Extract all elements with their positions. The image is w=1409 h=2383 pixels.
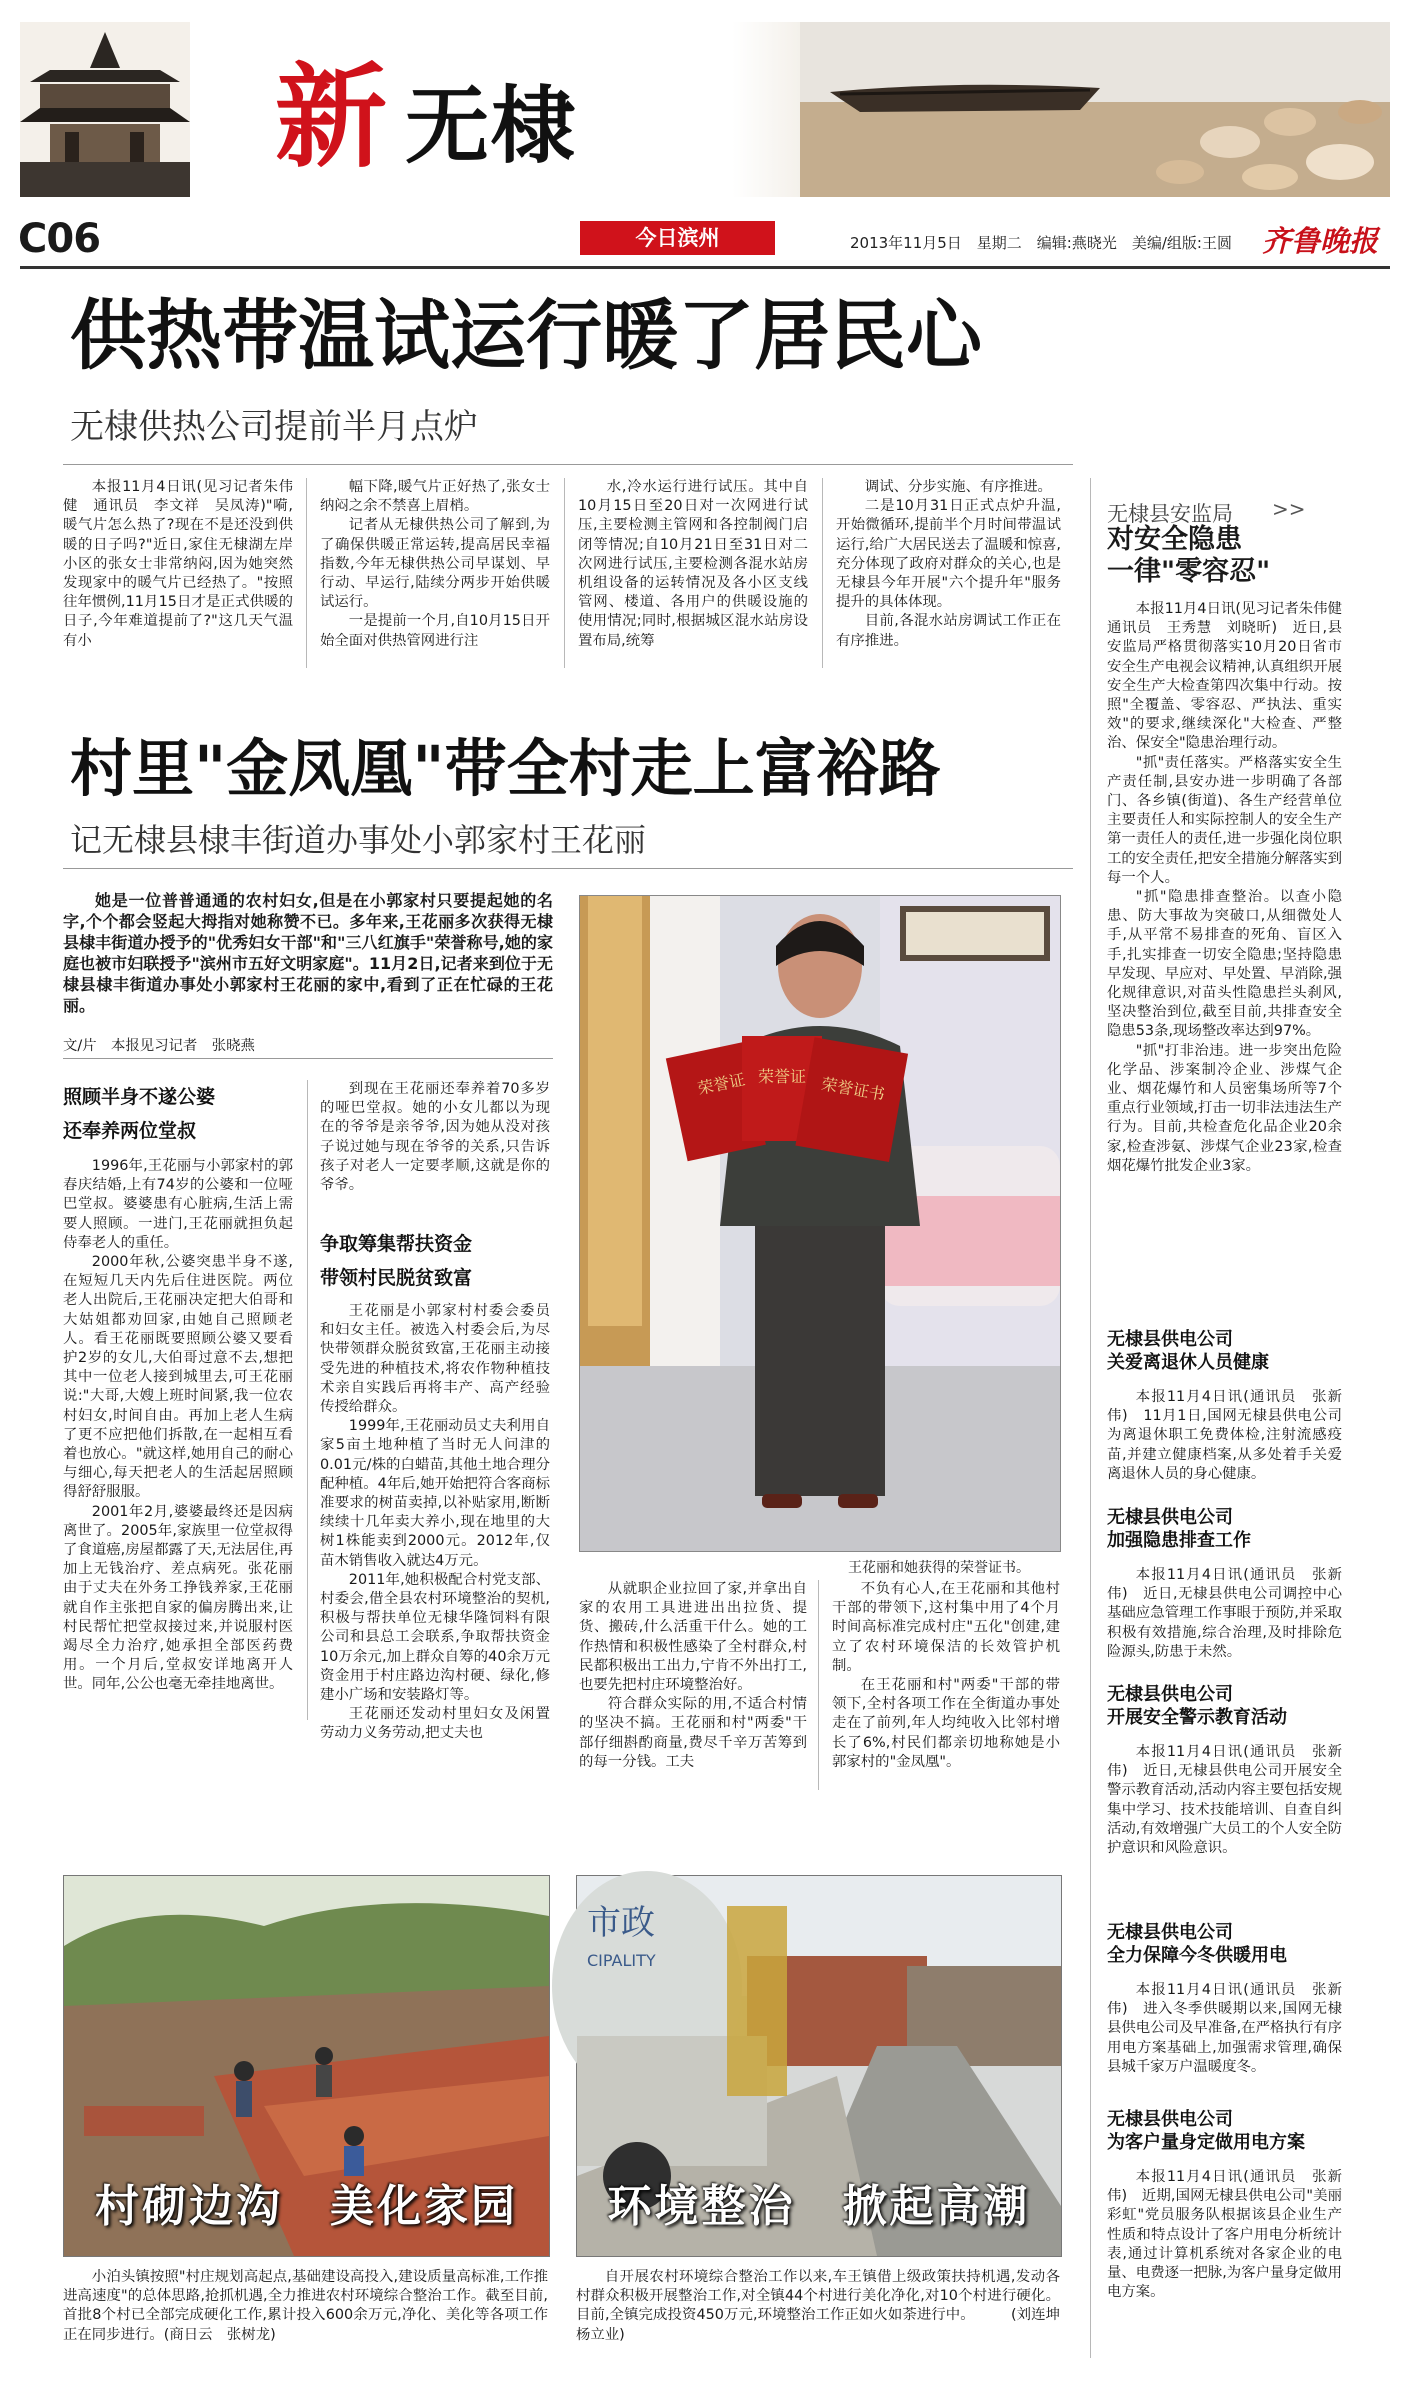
article1-col-2-text — [320, 478, 550, 651]
article2-subheadline: 记无棣县棣丰街道办事处小郭家村王花丽 — [70, 821, 647, 859]
article2-col-2b — [320, 1302, 550, 1742]
cert-1-label: 荣誉证 — [695, 1069, 747, 1099]
paragraph: 不负有心人,在王花丽和其他村干部的带领下,这村集中用了4个月时间高标准完成村庄"五化"创建,建立了农村环境保洁的长效管护机制。 — [832, 1581, 1060, 1674]
photo-ditch-construction — [63, 1875, 550, 2257]
article2-col-2b-text — [320, 1302, 550, 1744]
paragraph: 本报11月4日讯(见习记者朱伟健 通讯员 王秀慧 刘晓昕) 近日,县安监局严格贯彻落实10月20日省市安全生产电视会议精神,认真组织开展安全生产大检查第四次集中行动。按照"全覆盖、零容忍、严执法、重实效"的要求,继续深化"大检查、严整治、保安全"隐患治理行动。 — [1107, 601, 1357, 752]
paragraph: "抓"隐患排查整治。以查小隐患、防大事故为突破口,从细微处人手,从平常不易排查的死角、盲区入手,扎实排查一切安全隐患;坚持隐患早发现、早应对、早处置、早消除,强化规律意识,对苗头性隐患拦头刹风,坚决整治到位,截至目前,共排查安全隐患53条,现场整改率达到97%。 — [1107, 889, 1342, 1040]
article2-col-1 — [63, 1157, 293, 1717]
cert-3-label: 荣誉证书 — [819, 1074, 887, 1105]
article2-col-4-text — [832, 1580, 1060, 1772]
pagoda-illustration — [20, 22, 190, 197]
article2-subhead-2 — [320, 1230, 560, 1292]
paragraph: 符合群众实际的用,不适合村情的坚决不搞。王花丽和村"两委"干部仔细斟酌商量,费尽千辛万苦筹到的每一分钱。工夫 — [579, 1696, 807, 1770]
paragraph: 1999年,王花丽动员丈夫利用自家5亩土地种植了当时无人问津的0.01元/株的白蜡苗,其他土地合理分配种植。4年后,她开始把符合客商标准要求的树苗卖掉,以补贴家用,断断续续十几年卖大养小,现在地里的大树1株能卖到2000元。2012年,仅苗木销售收入就达4万元。 — [320, 1418, 550, 1569]
sidebar-brief-headline-line: 开展安全警示教育活动 — [1107, 1707, 1287, 1728]
sidebar-brief-headline-line: 关爱离退休人员健康 — [1107, 1352, 1269, 1373]
paragraph: 2001年2月,婆婆最终还是因病离世了。2005年,家族里一位堂叔得了食道癌,房屋都露了天,无法居住,再加上无钱治疗、差点病死。张花丽由于丈夫在外务工挣钱养家,王花丽就自作主张把自家的偏房腾出来,让村民帮忙把堂叔接过来,并说服村医竭尽全力治疗,她承担全部医药费用。一个月后,堂叔安详地离开人世。同年,公公也毫无牵挂地离世。 — [63, 1503, 293, 1693]
paragraph: 从就职企业拉回了家,并拿出自家的农用工具进进出出拉货、提货、搬砖,什么活重干什么。她的工作热情和积极性感染了全村群众,村民都积极出工出力,宁肯不外出打工,也要先把村庄环境整治好。 — [579, 1581, 807, 1694]
photo-right-caption — [576, 2268, 1075, 2345]
masthead-banner — [20, 22, 1390, 197]
paragraph: 1996年,王花丽与小郭家村的郭春庆结婚,上有74岁的公婆和一位哑巴堂叔。婆婆患有心脏病,生活上需要人照顾。一进门,王花丽就担负起侍奉老人的重任。 — [63, 1158, 293, 1251]
photo-road-paving — [576, 1875, 1062, 2257]
paragraph: "抓"打非治违。进一步突出危险化学品、涉案制冷企业、涉煤气企业、烟花爆竹和人员密集场所等7个重点行业领域,打击一切非法违法生产行为。目前,共检查危化品企业20余家,检查涉氨、涉煤气企业23家,检查烟花爆竹批发企业3家。 — [1107, 1042, 1342, 1174]
article2-col-2a-text: 到现在王花丽还奉养着70多岁的哑巴堂叔。她的小女儿都以为现在的爷爷是亲爷爷,因为她从没对孩子说过她与现在爷爷的关系,只告诉孩子对老人一定要孝顺,这就是你的爷爷。 — [320, 1081, 550, 1194]
section-badge: 今日滨州 — [580, 221, 775, 255]
paragraph: 本报11月4日讯(通讯员 张新伟) 近日,无棣县供电公司开展安全警示教育活动,活动内容主要包括安规集中学习、技术技能培训、自查自纠活动,有效增强广大员工的个人安全防护意识和风险意识。 — [1107, 1744, 1342, 1857]
sidebar-brief-headline-line: 无棣县供电公司 — [1107, 1329, 1233, 1350]
paragraph: "抓"责任落实。严格落实安全生产责任制,县安办进一步明确了各部门、各乡镇(街道)、各生产经营单位主要责任人和实际控制人的安全生产第一责任人的责任,进一步强化岗位职工的安全责任,把安全措施分解落实到每一个人。 — [1107, 754, 1342, 886]
cert-2-label: 荣誉证 — [758, 1067, 807, 1086]
article2-lead-text: 她是一位普普通通的农村妇女,但是在小郭家村只要提起她的名字,个个都会竖起大拇指对她称赞不已。多年来,王花丽多次获得无棣县棣丰街道办授予的"优秀妇女干部"和"三八红旗手"荣誉称号,她的家庭也被市妇联授予"滨州市五好文明家庭"。11月2日,记者来到位于无棣县棣丰街道办事处小郭家村王花丽的家中,看到了正在忙碌的王花丽。 — [63, 891, 553, 1015]
article2-col-1-text — [63, 1157, 293, 1695]
article2-col-2a — [320, 1080, 550, 1210]
paragraph: 本报11月4日讯(通讯员 张新伟) 11月1日,国网无棣县供电公司为离退休职工免费体检,注射流感疫苗,并建立健康档案,从多处着手关爱离退休人员的身心健康。 — [1107, 1389, 1342, 1482]
sidebar-brief-headline — [1107, 1328, 1342, 1374]
photo-left-title: 村砌边沟 美化家园 — [95, 2181, 518, 2232]
article1-col-3-text: 水,冷水运行进行试压。其中自10月15日至20日对一次网进行试压,主要检测主管网和各控制阀门启闭等情况;自10月21日至31日对二次网进行试压,主要检测各混水站房机组设备的运转情况及各小区支线管网、楼道、各用户的供暖设施的使用情况;同时,根据城区混水站房设置布局,统筹 — [578, 479, 808, 649]
sidebar-brief-text — [1107, 1981, 1342, 2077]
article1-headline: 供热带温试运行暖了居民心 — [70, 291, 982, 380]
article1-col-4-text — [836, 478, 1061, 651]
photo-left-caption — [63, 2268, 548, 2345]
sidebar-brief — [1107, 1506, 1342, 1662]
paragraph: 二是10月31日正式点炉升温,开始微循环,提前半个月时间带温试运行,给广大居民送去了温暖和惊喜,充分体现了政府对群众的关心,也是无棣县今年开展"六个提升年"服务提升的具体体现。 — [836, 498, 1062, 611]
sidebar-brief-headline-line: 无棣县供电公司 — [1107, 1922, 1233, 1943]
portrait-photo — [579, 895, 1061, 1552]
sidebar-brief-headline — [1107, 1921, 1342, 1967]
brand-title-red: 新 — [275, 52, 387, 183]
sidebar-main-text — [1107, 600, 1357, 1315]
sidebar-brief-headline-line: 无棣县供电公司 — [1107, 1507, 1233, 1528]
article2-col-4 — [832, 1580, 1060, 1790]
sidebar-divider — [1090, 478, 1091, 2358]
sidebar-main-body — [1107, 600, 1357, 1176]
paragraph: 调试、分步实施、有序推进。 — [864, 479, 1052, 495]
article1-col-3 — [578, 478, 808, 678]
sidebar-brief-headline — [1107, 2108, 1342, 2154]
column-divider — [307, 1080, 308, 1720]
newspaper-logo: 齐鲁晚报 — [1262, 224, 1379, 258]
article2-lead — [63, 890, 553, 1016]
paragraph: 幅下降,暖气片正好热了,张女士纳闷之余不禁喜上眉梢。 — [320, 479, 550, 515]
subhead-1-line-2: 还奉养两位堂叔 — [63, 1120, 197, 1142]
header-rule — [20, 266, 1390, 269]
sidebar-brief-headline — [1107, 1506, 1342, 1552]
paragraph: 王花丽还发动村里妇女及闲置劳动力义务劳动,把丈夫也 — [320, 1706, 550, 1742]
subhead-2-line-2: 带领村民脱贫致富 — [320, 1267, 473, 1289]
byline-rule — [63, 1058, 553, 1059]
sidebar-brief — [1107, 1921, 1342, 2077]
sidebar-brief-headline-line: 加强隐患排查工作 — [1107, 1530, 1251, 1551]
sidebar-kicker: 无棣县安监局 — [1107, 502, 1233, 526]
sidebar-brief-headline-line: 无棣县供电公司 — [1107, 1684, 1233, 1705]
article1-col-1 — [63, 478, 293, 678]
article1-col-4 — [836, 478, 1061, 678]
article1-subheadline: 无棣供热公司提前半月点炉 — [70, 407, 478, 447]
paragraph: 本报11月4日讯(通讯员 张新伟) 近期,国网无棣县供电公司"美丽彩虹"党员服务队根据该县企业生产性质和特点设计了客户用电分析统计表,通过计算机系统对各家企业的电量、电费逐一把脉,为客户量身定做用电方案。 — [1107, 2169, 1342, 2301]
paragraph: 本报11月4日讯(通讯员 张新伟) 进入冬季供暖期以来,国网无棣县供电公司及早准备,在严格执行有序用电方案基础上,加强需求管理,确保县城千家万户温暖度冬。 — [1107, 1982, 1342, 2075]
paragraph: 本报11月4日讯(通讯员 张新伟) 近日,无棣县供电公司调控中心基础应急管理工作事眼于预防,并采取积极有效措施,综合治理,及时排除危险源头,防患于未然。 — [1107, 1567, 1342, 1660]
column-divider — [822, 478, 823, 668]
article2-headline: 村里"金凤凰"带全村走上富裕路 — [70, 732, 941, 805]
photo-left-caption-text: 小泊头镇按照"村庄规划高起点,基础建设高投入,建设质量高标准,工作推进高速度"的总体思路,抢抓机遇,全力推进农村环境综合整治工作。截至目前,首批8个村已全部完成硬化工作,累计投入600余万元,净化、美化等各项工作正在同步进行。(商日云 张树龙) — [63, 2269, 548, 2343]
sidebar-brief — [1107, 1328, 1342, 1484]
article1-col-2 — [320, 478, 550, 678]
photo-right-caption-text: 自开展农村环境综合整治工作以来,车王镇借上级政策扶持机遇,发动各村群众积极开展整治工作,对全镇44个村进行美化净化,对10个村进行硬化。目前,全镇完成投资450万元,环境整治工作正如火如荼进行中。 (刘连坤 杨立业) — [576, 2269, 1075, 2343]
subhead-1-line-1: 照顾半身不遂公婆 — [63, 1086, 216, 1108]
paragraph: 在王花丽和村"两委"干部的带领下,全村各项工作在全街道办事处走在了前列,年人均纯收入比邻村增长了6%,村民们都亲切地称她是小郭家村的"金凤凰"。 — [832, 1677, 1060, 1770]
column-divider — [818, 1580, 819, 1790]
article2-col-3 — [579, 1580, 807, 1790]
portrait-caption: 王花丽和她获得的荣誉证书。 — [848, 1560, 1030, 1576]
sidebar-brief-headline-line: 为客户量身定做用电方案 — [1107, 2132, 1305, 2153]
subhead-2-line-1: 争取筹集帮扶资金 — [320, 1233, 473, 1255]
photo-right-title: 环境整治 掀起高潮 — [607, 2181, 1031, 2232]
paragraph: 一是提前一个月,自10月15日开始全面对供热管网进行注 — [320, 613, 550, 649]
beach-boat-illustration — [800, 22, 1390, 197]
article2-col-3-text — [579, 1580, 807, 1772]
sidebar-brief — [1107, 1683, 1342, 1858]
column-divider — [564, 478, 565, 668]
paragraph: 2000年秋,公婆突患半身不遂,在短短几天内先后住进医院。两位老人出院后,王花丽决定把大伯哥和大姑姐都劝回家,由她自己照顾老人。看王花丽既要照顾公婆又要看护2岁的女儿,大伯哥过意不去,想把其中一位老人接到城里去,可王花丽说:"大哥,大嫂上班时间紧,我一位农村妇女,时间自由。再加上老人生病了更不应把他们拆散,在一起相互看着也放心。"就这样,她用自己的耐心与细心,每天把老人的生活起居照顾得舒舒服服。 — [63, 1254, 293, 1501]
sidebar-title — [1107, 524, 1270, 588]
truck-logo-text: 市政 — [587, 1903, 655, 1943]
article2-rule — [63, 868, 1073, 869]
paragraph: 王花丽是小郭家村村委会委员和妇女主任。被选入村委会后,为尽快带领群众脱贫致富,王花丽主动接受先进的种植技术,将农作物种植技术亲自实践后再将丰产、高产经验传授给群众。 — [320, 1303, 550, 1416]
page-code: C06 — [18, 216, 101, 262]
article2-subhead-1 — [63, 1083, 303, 1145]
paragraph: 2011年,她积极配合村党支部、村委会,借全县农村环境整治的契机,积极与帮扶单位无棣华隆饲料有限公司和县总工会联系,争取帮扶资金10万余元,加上群众自筹的40余万元资金用于村庄路边沟村硬、绿化,修建小广场和安装路灯等。 — [320, 1571, 550, 1704]
article1-col-1-text: 本报11月4日讯(见习记者朱伟健 通讯员 李文祥 吴凤涛)"嗬,暖气片怎么热了?现在不是还没到供暖的日子吗?"近日,家住无棣湖左岸小区的张女士非常纳闷,因为她突然发现家中的暖气片已经热了。"按照往年惯例,11月15日才是正式供暖的日子,今年难道提前了?"这几天气温有小 — [63, 479, 293, 649]
sidebar-title-line-2: 一律"零容忍" — [1107, 556, 1271, 587]
sidebar-brief — [1107, 2108, 1342, 2302]
column-divider — [306, 478, 307, 668]
sidebar-title-line-1: 对安全隐患 — [1107, 524, 1242, 555]
article1-rule — [63, 464, 1073, 465]
sidebar-brief-text — [1107, 1743, 1342, 1858]
paragraph: 记者从无棣供热公司了解到,为了确保供暖正常运转,提高居民幸福指数,今年无棣供热公司早谋划、早行动、早运行,陆续分两步开始供暖试运行。 — [320, 517, 550, 611]
sidebar-kicker-arrow: >> — [1272, 497, 1306, 521]
portrait-illustration — [580, 896, 1060, 1551]
brand-title-black: 无棣 — [405, 77, 578, 175]
sidebar-brief-headline-line: 全力保障今冬供暖用电 — [1107, 1945, 1287, 1966]
truck-sub-text: CIPALITY — [587, 1951, 656, 1970]
sidebar-brief-text — [1107, 1566, 1342, 1662]
sidebar-brief-text — [1107, 2168, 1342, 2302]
sidebar-brief-headline-line: 无棣县供电公司 — [1107, 2109, 1233, 2130]
sidebar-brief-headline — [1107, 1683, 1342, 1729]
sidebar-brief-text — [1107, 1388, 1342, 1484]
issue-meta: 2013年11月5日 星期二 编辑:燕晓光 美编/组版:王圆 — [850, 234, 1232, 252]
article2-byline: 文/片 本报见习记者 张晓燕 — [63, 1038, 255, 1054]
paragraph: 目前,各混水站房调试工作正在有序推进。 — [836, 613, 1061, 649]
